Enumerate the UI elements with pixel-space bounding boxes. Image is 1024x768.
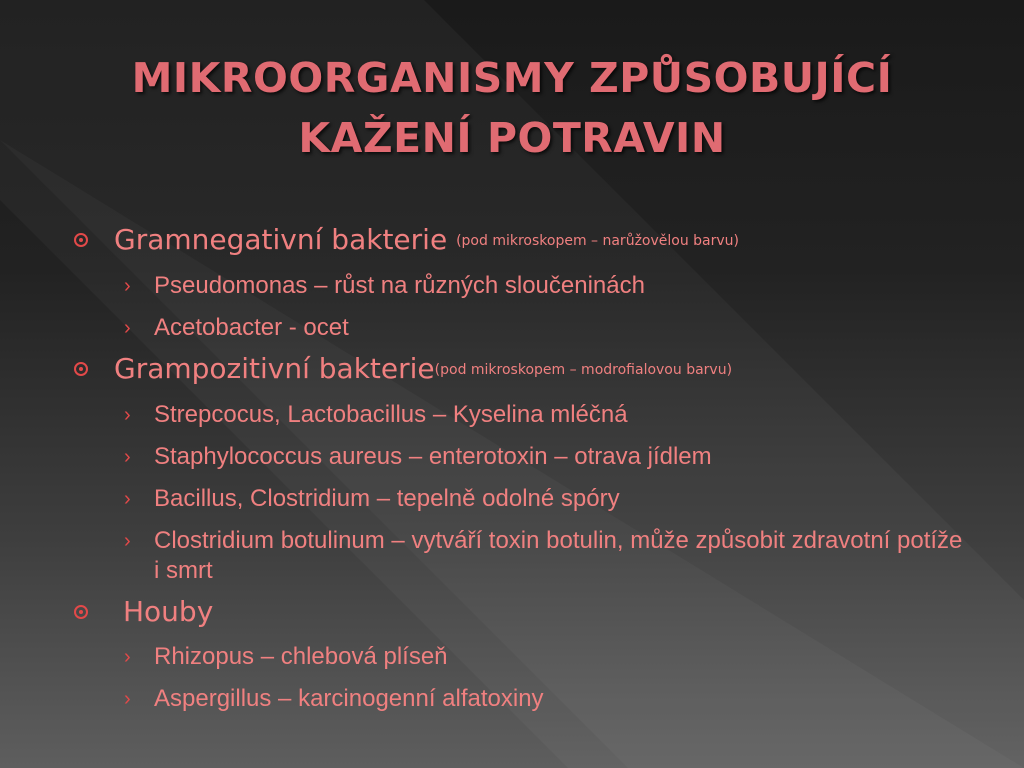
list-item-text: Staphylococcus aureus – enterotoxin – otrava jídlem xyxy=(154,443,712,470)
list-item xyxy=(72,684,972,714)
section-note: (pod mikroskopem – modrofialovou barvu) xyxy=(434,362,733,378)
section-heading: Gramnegativní bakterie xyxy=(114,223,448,256)
slide-title-line-2: KAŽENÍ POTRAVIN xyxy=(298,114,726,162)
list-item xyxy=(72,484,972,514)
circle-bullet-icon xyxy=(74,362,88,376)
section-heading: Grampozitivní bakterie xyxy=(114,352,435,385)
list-item-text: Pseudomonas – růst na různých sloučeninách xyxy=(154,272,645,299)
chevron-right-icon: › xyxy=(124,317,131,339)
list-item xyxy=(72,526,972,586)
list-item xyxy=(72,642,972,672)
chevron-right-icon: › xyxy=(124,646,131,668)
chevron-right-icon: › xyxy=(124,530,131,552)
chevron-right-icon: › xyxy=(124,404,131,426)
list-item xyxy=(72,400,972,430)
circle-bullet-icon xyxy=(74,233,88,247)
slide-title-line-1: MIKROORGANISMY ZPŮSOBUJÍCÍ xyxy=(131,54,893,102)
chevron-right-icon: › xyxy=(124,275,131,297)
list-item xyxy=(72,442,972,472)
list-item xyxy=(72,313,972,343)
list-item-text: Strepcocus, Lactobacillus – Kyselina mléčná xyxy=(154,401,628,428)
list-item-text: Rhizopus – chlebová plíseň xyxy=(154,643,448,670)
list-item-text: Bacillus, Clostridium – tepelně odolné spóry xyxy=(154,485,620,512)
chevron-right-icon: › xyxy=(124,688,131,710)
chevron-right-icon: › xyxy=(124,446,131,468)
list-item-text: Clostridium botulinum – vytváří toxin botulin, může způsobit zdravotní potíže i smrt xyxy=(154,527,963,584)
circle-bullet-icon xyxy=(74,605,88,619)
list-item-text: Aspergillus – karcinogenní alfatoxiny xyxy=(154,685,544,712)
slide-content xyxy=(72,222,972,714)
list-item-text: Acetobacter - ocet xyxy=(154,314,349,341)
section-note: (pod mikroskopem – narůžovělou barvu) xyxy=(456,233,739,249)
chevron-right-icon: › xyxy=(124,488,131,510)
section-gramnegative xyxy=(72,222,972,259)
list-item xyxy=(72,271,972,301)
section-fungi xyxy=(72,594,972,630)
section-heading: Houby xyxy=(123,595,214,628)
slide-title xyxy=(0,48,1024,168)
section-grampositive xyxy=(72,351,972,388)
